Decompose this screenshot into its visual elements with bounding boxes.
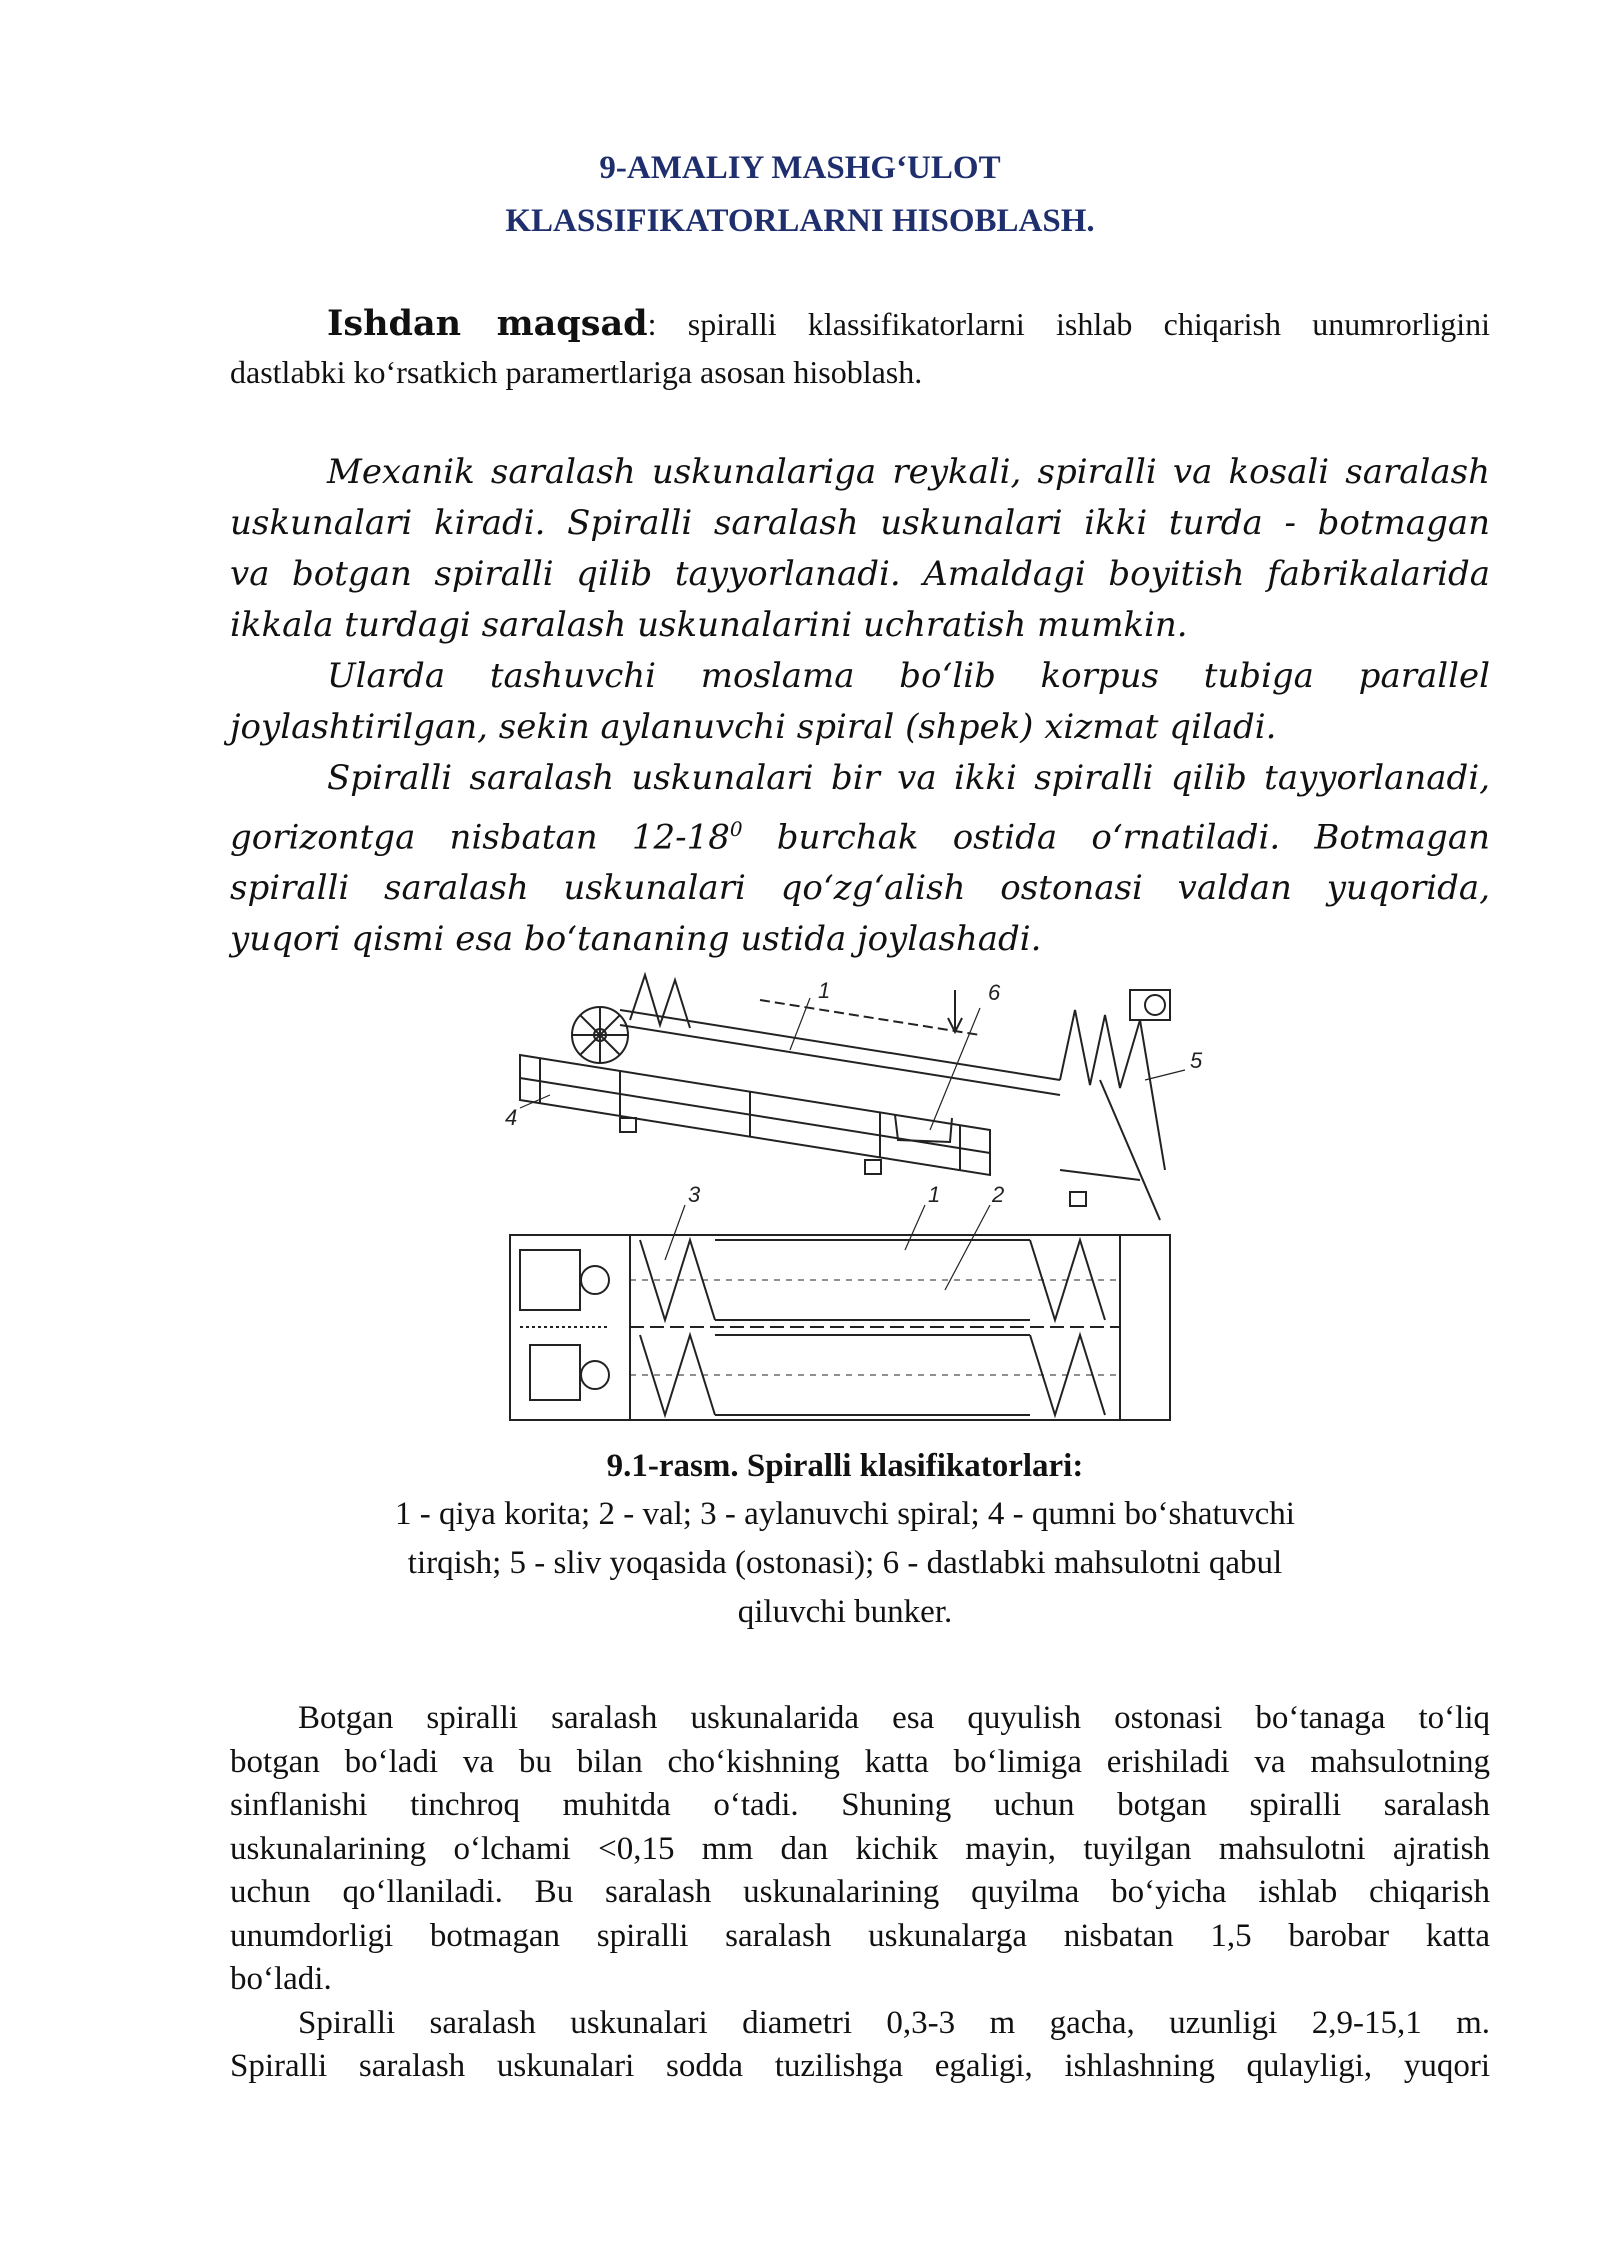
figure-label: 4 <box>505 1105 518 1130</box>
body-p1-line: botgan bo‘ladi va bu bilan cho‘kishning katta bo‘limiga erishiladi va mahsulotning <box>230 1743 1490 1780</box>
body-p1-line: uchun qo‘llaniladi. Bu saralash uskunalarining quyilma bo‘yicha ishlab chiqarish <box>230 1874 1490 1910</box>
intro-p2-line: joylashtirilgan, sekin aylanuvchi spiral (shpek) xizmat qiladi. <box>230 707 1277 747</box>
figure-caption-line: qiluvchi bunker. <box>737 1594 953 1630</box>
body-p1-line: Botgan spiralli saralash uskunalarida esa quyulish ostonasi bo‘tanaga to‘liq <box>298 1700 1490 1736</box>
figure-label: 6 <box>988 980 1001 1005</box>
side-view-drawing <box>520 975 1185 1220</box>
intro-p3-line <box>230 804 1490 863</box>
side-view-labels <box>505 978 1203 1130</box>
intro-p1-line: Mexanik saralash uskunalariga reykali, spiralli va kosali saralash <box>327 452 1490 492</box>
body-p1-line: uskunalarining o‘lchami <0,15 mm dan kichik mayin, tuyilgan mahsulotni ajratish <box>230 1830 1490 1867</box>
figure-label: 3 <box>688 1182 701 1207</box>
top-view-drawing <box>510 1205 1170 1420</box>
figure-label: 1 <box>928 1182 941 1207</box>
intro-p1-line: ikkala turdagi saralash uskunalarini uchratish mumkin. <box>230 605 1188 645</box>
figure-label: 2 <box>992 1182 1005 1207</box>
intro-p3-line: spiralli saralash uskunalari qo‘zg‘alish ostonasi valdan yuqorida, <box>230 868 1490 909</box>
aim-line-2: dastlabki ko‘rsatkich paramertlariga asosan hisoblash. <box>230 354 923 390</box>
aim-text-1: spiralli klassifikatorlarni ishlab chiqarish unumrorligini <box>656 306 1490 342</box>
practical-lesson-title: 9-AMALIY MASHG‘ULOT <box>599 150 1001 186</box>
degree-superscript: 0 <box>729 817 743 841</box>
figure-caption-line: tirqish; 5 - sliv yoqasida (ostonasi); 6 - dastlabki mahsulotni qabul <box>407 1545 1283 1581</box>
figure-caption-line: 1 - qiya korita; 2 - val; 3 - aylanuvchi spiral; 4 - qumni bo‘shatuvchi <box>395 1496 1295 1532</box>
body-p1-line: bo‘ladi. <box>230 1961 332 1997</box>
intro-p2-line: Ularda tashuvchi moslama bo‘lib korpus tubiga parallel <box>327 656 1490 696</box>
top-view-labels <box>688 1182 1004 1207</box>
aim-paragraph <box>230 300 1490 396</box>
intro-p1-line: va botgan spiralli qilib tayyorlanadi. Amaldagi boyitish fabrikalarida <box>230 554 1490 594</box>
body-p1-line: sinflanishi tinchroq muhitda o‘tadi. Shuning uchun botgan spiralli saralash <box>230 1787 1490 1823</box>
aim-line-1 <box>230 300 1490 348</box>
spiral-classifier-figure <box>500 970 1260 1450</box>
figure-label: 1 <box>818 978 831 1003</box>
body-p2-line: Spiralli saralash uskunalari sodda tuzilishga egaligi, ishlashning qulayligi, yuqori <box>230 2048 1490 2084</box>
body-paragraphs <box>230 1697 1490 2089</box>
intro-p3-line: Spiralli saralash uskunalari bir va ikki spiralli qilib tayyorlanadi, <box>327 758 1490 798</box>
figure-caption-title: 9.1-rasm. Spiralli klasifikatorlari: <box>606 1448 1084 1484</box>
topic-title: KLASSIFIKATORLARNI HISOBLASH. <box>505 203 1095 239</box>
body-p2-line: Spiralli saralash uskunalari diametri 0,3-3 m gacha, uzunligi 2,9-15,1 m. <box>298 2004 1490 2041</box>
angle-text-rest: burchak ostida o‘rnatiladi. Botmagan <box>742 817 1490 858</box>
aim-label: Ishdan maqsad <box>327 303 648 344</box>
angle-text: gorizontga nisbatan 12-18 <box>230 817 730 858</box>
body-p1-line: unumdorligi botmagan spiralli saralash uskunalarga nisbatan 1,5 barobar katta <box>230 1917 1490 1954</box>
figure-label: 5 <box>1190 1048 1203 1073</box>
intro-p1-line: uskunalari kiradi. Spiralli saralash uskunalari ikki turda - botmagan <box>230 503 1490 543</box>
intro-p3-line: yuqori qismi esa bo‘tananing ustida joylashadi. <box>230 919 1042 960</box>
intro-paragraphs <box>230 447 1490 965</box>
aim-colon: : <box>647 306 657 342</box>
